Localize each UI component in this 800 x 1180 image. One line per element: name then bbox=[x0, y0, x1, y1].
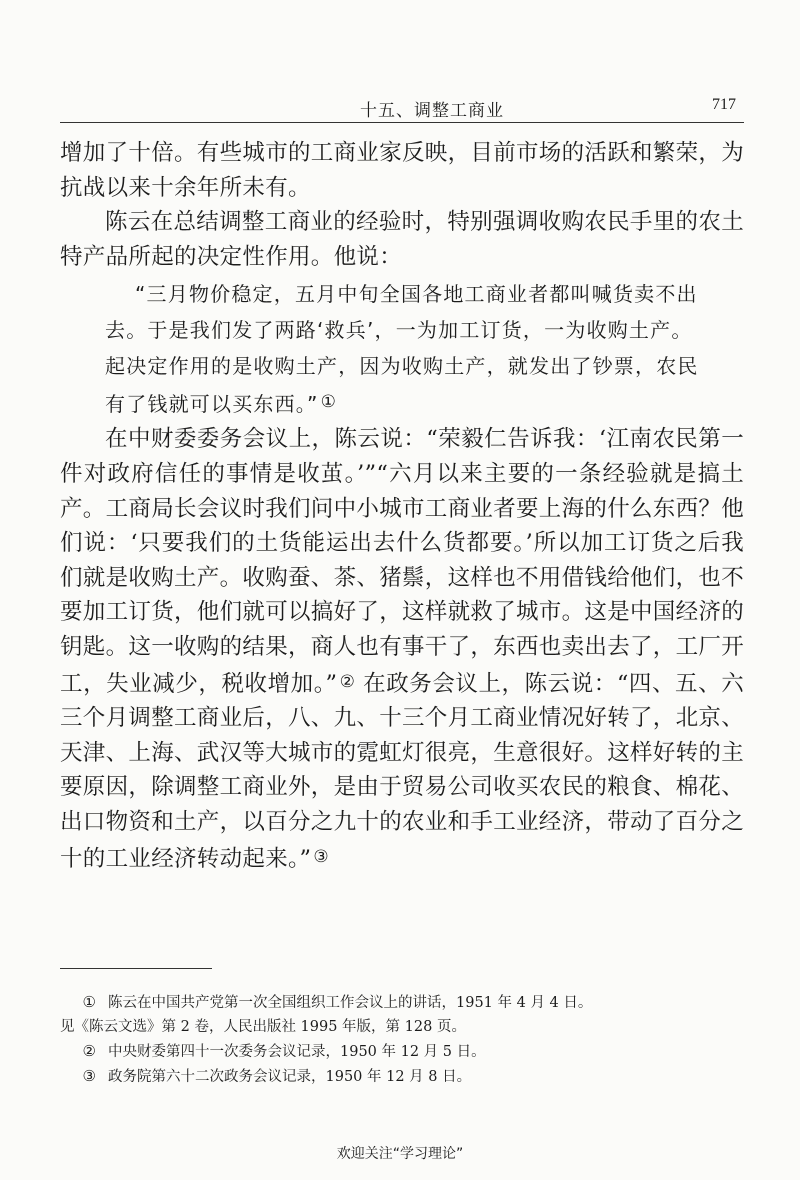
page-number: 717 bbox=[712, 96, 736, 113]
footnote-1-continuation: 见《陈云文选》第 2 卷，人民出版社 1995 年版，第 128 页。 bbox=[60, 1019, 466, 1035]
footnote-2 bbox=[60, 1039, 750, 1064]
footnote-ref-2: ② bbox=[339, 671, 356, 692]
watermark-caption: 欢迎关注“学习理论” bbox=[336, 1146, 464, 1162]
footnote-text: 陈云在中国共产党第一次全国组织工作会议上的讲话，1951 年 4 月 4 日。 bbox=[108, 995, 593, 1011]
paragraph-2: 陈云在总结调整工商业的经验时，特别强调收购农民手里的农土特产品所起的决定性作用。他说： bbox=[60, 209, 744, 270]
footnote-3 bbox=[60, 1064, 750, 1089]
chapter-title: 十五、调整工商业 bbox=[360, 101, 504, 121]
footnote-mark: ① bbox=[82, 993, 96, 1011]
footnote-text: 政务院第六十二次政务会议记录，1950 年 12 月 8 日。 bbox=[108, 1069, 472, 1085]
footnote-text: 中央财委第四十一次委务会议记录，1950 年 12 月 5 日。 bbox=[108, 1044, 486, 1060]
footnote-divider bbox=[60, 968, 212, 969]
footnote-mark: ② bbox=[82, 1042, 96, 1060]
paragraph-3-part-b: 在政务会议上，陈云说：“四、五、六三个月调整工商业后，八、九、十三个月工商业情况好转了，北京、天津、上海、武汉等大城市的霓虹灯很亮，生意很好。这样好转的主要原因，除调整工商业外，是由于贸易公司收买农民的粮食、棉花、出口物资和土产，以百分之九十的农业和手工业经济，带动了百分之十的工业经济转动起来。” bbox=[60, 670, 745, 872]
quote-text: “三月物价稳定，五月中旬全国各地工商业者都叫喊货卖不出去。于是我们发了两路‘救兵’，一为加工订货，一为收购土产。起决定作用的是收购土产，因为收购土产，就发出了钞票，农民有了钱就可以买东西。” bbox=[105, 282, 699, 417]
footnote-mark: ③ bbox=[82, 1067, 96, 1085]
footnote-1 bbox=[60, 990, 750, 1015]
paragraph-3-part-a: 在中财委委务会议上，陈云说：“荣毅仁告诉我：‘江南农民第一件对政府信任的事情是收茧。’”“六月以来主要的一条经验就是搞土产。工商局长会议时我们问中小城市工商业者要上海的什么东西？他们说：‘只要我们的土货能运出去什么货都要。’所以加工订货之后我们就是收购土产。收购蚕、茶、猪鬃，这样也不用借钱给他们，也不要加工订货，他们就可以搞好了，这样就救了城市。这是中国经济的钥匙。这一收购的结果，商人也有事干了，东西也卖出去了，工厂开工，失业减少，税收增加。” bbox=[60, 426, 745, 697]
footnote-ref-1: ① bbox=[320, 392, 338, 413]
block-quote bbox=[105, 276, 700, 422]
running-head bbox=[60, 94, 744, 123]
footnotes bbox=[60, 990, 750, 1089]
body-text bbox=[60, 136, 744, 876]
paragraph-3 bbox=[60, 422, 744, 876]
paragraph-1: 增加了十倍。有些城市的工商业家反映，目前市场的活跃和繁荣，为抗战以来十余年所未有。 bbox=[60, 140, 745, 201]
footnote-ref-3: ③ bbox=[313, 846, 329, 867]
